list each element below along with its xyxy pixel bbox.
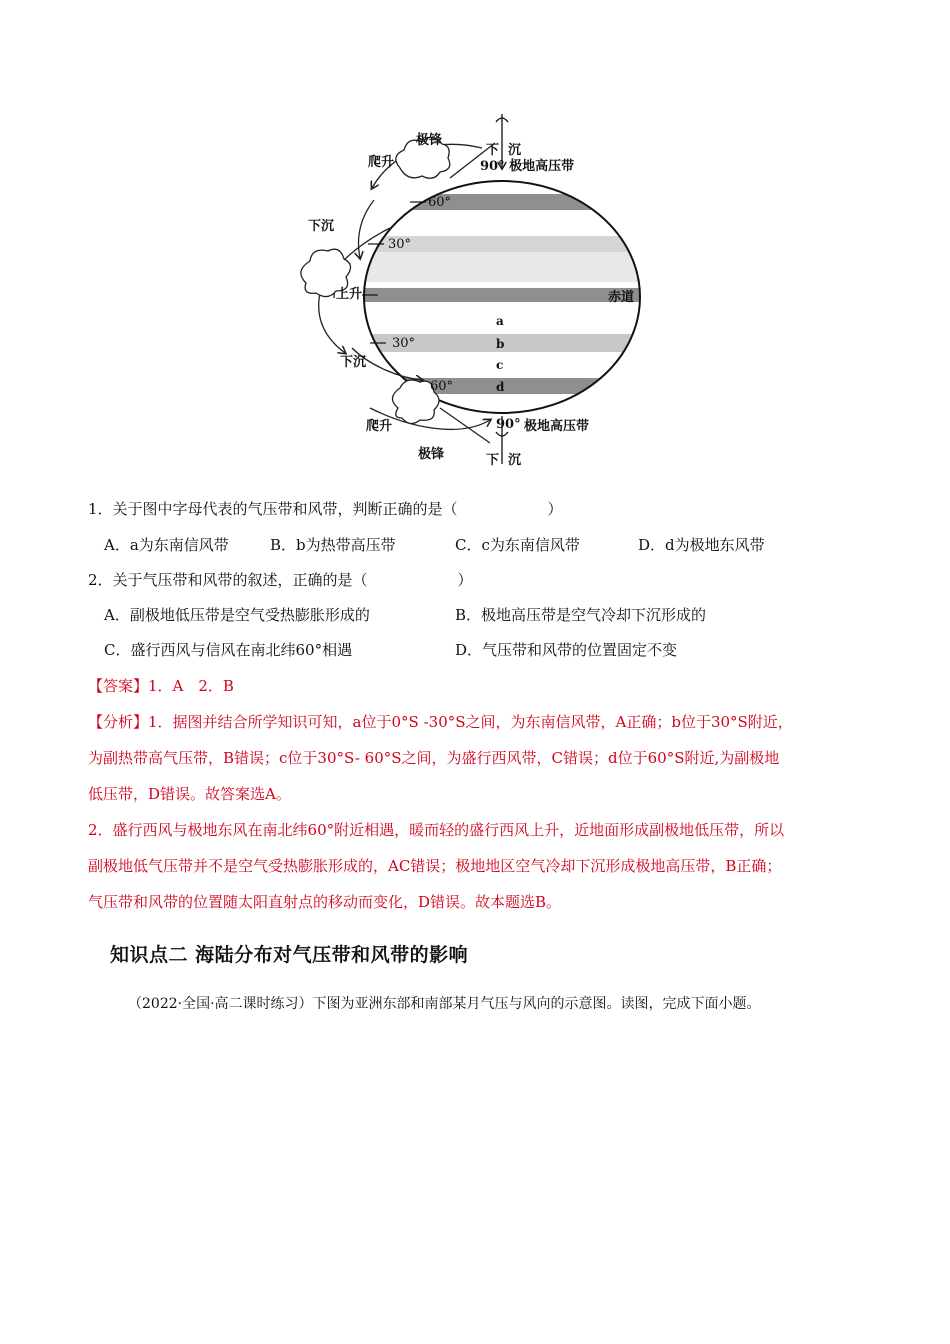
label-lat30-bottom: 30° — [392, 336, 416, 351]
label-polar-high-bottom: 极地高压带 — [524, 419, 590, 434]
section-title: 知识点二 海陆分布对气压带和风带的影响 — [110, 944, 469, 966]
band-trade-n — [350, 252, 660, 282]
label-lat60-top: 60° — [428, 195, 452, 210]
label-lat90-bottom: 90° — [496, 417, 521, 432]
label-lat30-top: 30° — [388, 237, 412, 252]
label-band-a: a — [496, 314, 504, 328]
label-polar-front-top: 极锋 — [416, 133, 443, 148]
analysis-line-5: 副极地低气压带并不是空气受热膨胀形成的，AC错误；极地地区空气冷却下沉形成极地高压带，B正确； — [88, 857, 782, 875]
label-sink-top-b: 沉 — [508, 143, 522, 158]
answer-line: 【答案】1．A 2．B — [88, 677, 234, 695]
question-1-stem: 1．关于图中字母代表的气压带和风带，判断正确的是（ ） — [88, 500, 563, 518]
analysis-line-3: 低压带，D错误。故答案选A。 — [88, 785, 291, 803]
label-sink-bottom-b: 沉 — [508, 453, 522, 468]
question-1-option-d: D．d为极地东风带 — [638, 536, 765, 554]
band-60n — [350, 194, 660, 210]
label-sink-top-a: 下 — [486, 143, 500, 158]
question-2-option-b: B．极地高压带是空气冷却下沉形成的 — [455, 606, 707, 624]
analysis-line-6: 气压带和风带的位置随太阳直射点的移动而变化，D错误。故本题选B。 — [88, 893, 562, 911]
label-sink-left-bottom: 下沉 — [340, 355, 367, 370]
question-1-option-b: B．b为热带高压带 — [270, 536, 396, 554]
label-polar-high-top: 90° 极地高压带 — [480, 159, 575, 174]
analysis-line-4: 2．盛行西风与极地东风在南北纬60°附近相遇，暖而轻的盛行西风上升，近地面形成副极地低压带，所以 — [88, 821, 785, 839]
label-equator: 赤道 — [608, 290, 635, 305]
analysis-line-1: 【分析】1．据图并结合所学知识可知，a位于0°S -30°S之间，为东南信风带，A正确；b位于30°S附近， — [88, 713, 793, 731]
section-intro: （2022·全国·高二课时练习）下图为亚洲东部和南部某月气压与风向的示意图。读图，完成下面小题。 — [128, 996, 761, 1012]
label-sink-left-top: 下沉 — [308, 219, 335, 234]
label-lat60-bottom: 60° — [430, 379, 454, 394]
question-2-option-c: C．盛行西风与信风在南北纬60°相遇 — [104, 641, 353, 659]
pressure-wind-belt-diagram — [290, 108, 660, 473]
label-polar-front-bottom: 极锋 — [418, 447, 445, 462]
question-1-option-c: C．c为东南信风带 — [455, 536, 580, 554]
question-2-option-a: A．副极地低压带是空气受热膨胀形成的 — [104, 606, 370, 624]
question-1-option-a: A．a为东南信风带 — [104, 536, 229, 554]
label-band-c: c — [496, 358, 504, 372]
label-rise: 上升 — [336, 287, 363, 302]
label-climb-bottom: 爬升 — [366, 419, 393, 434]
label-band-d: d — [496, 380, 505, 394]
label-band-b: b — [496, 337, 505, 351]
question-2-option-d: D．气压带和风带的位置固定不变 — [455, 641, 678, 659]
label-climb-top: 爬升 — [368, 155, 395, 170]
question-2-stem: 2．关于气压带和风带的叙述，正确的是（ ） — [88, 571, 473, 589]
analysis-line-2: 为副热带高气压带，B错误；c位于30°S- 60°S之间，为盛行西风带，C错误；d位于60°S附近,为副极地 — [88, 749, 780, 767]
label-sink-bottom-a: 下 — [486, 453, 500, 468]
